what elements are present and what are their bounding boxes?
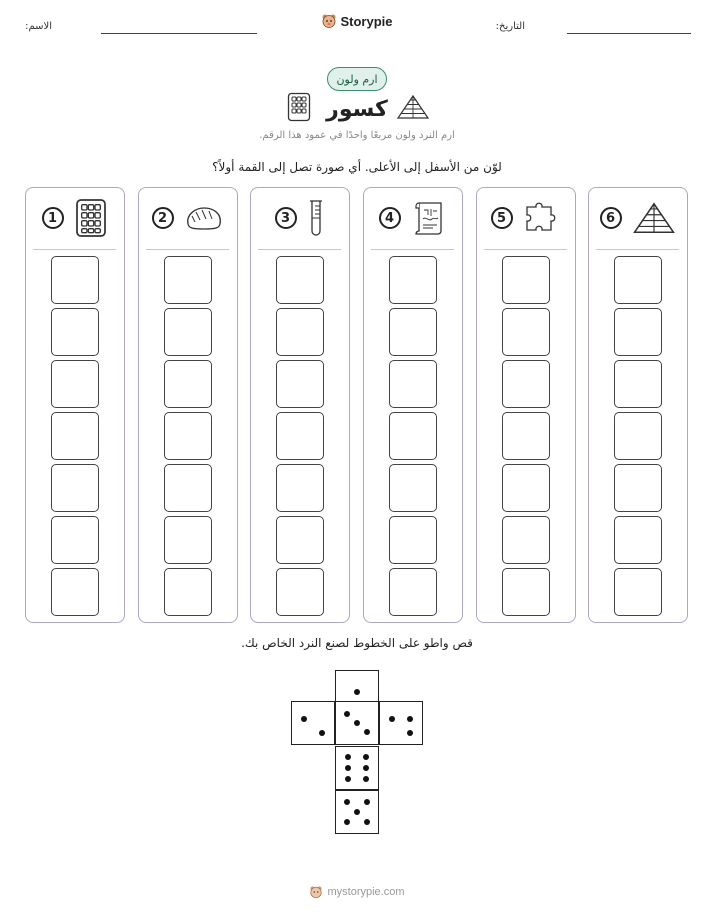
column-number: 6 (600, 207, 622, 229)
column-number: 2 (152, 207, 174, 229)
color-square[interactable] (614, 256, 662, 304)
color-square[interactable] (614, 360, 662, 408)
column-divider (484, 249, 567, 250)
dice-pip (363, 754, 369, 760)
footer (0, 885, 714, 899)
column-header (26, 200, 123, 236)
color-square[interactable] (164, 516, 212, 564)
page-subtitle: ارم النرد ولون مربعًا واحدًا في عمود هذا الرقم. (259, 130, 455, 141)
column-number: 3 (275, 207, 297, 229)
dice-pip (345, 765, 351, 771)
color-square[interactable] (164, 464, 212, 512)
color-square[interactable] (502, 412, 550, 460)
column-1 (25, 187, 125, 623)
dice-pip (407, 730, 413, 736)
column-4 (363, 187, 463, 623)
column-2 (138, 187, 238, 623)
color-square[interactable] (51, 256, 99, 304)
color-square[interactable] (389, 360, 437, 408)
column-header (589, 200, 686, 236)
color-square[interactable] (502, 360, 550, 408)
activity-badge: ارم ولون (327, 67, 387, 91)
column-header (139, 200, 236, 236)
column-3 (250, 187, 350, 623)
dice-pip (364, 819, 370, 825)
dice-pip (319, 730, 325, 736)
color-square[interactable] (614, 568, 662, 616)
storypie-logo-icon (309, 885, 323, 899)
pyramid-icon (396, 94, 430, 120)
dice-pip (344, 799, 350, 805)
color-square[interactable] (389, 568, 437, 616)
date-line[interactable] (567, 33, 691, 34)
pyramid-icon (632, 201, 676, 235)
dice-pip (363, 765, 369, 771)
color-square[interactable] (51, 360, 99, 408)
dice-face (335, 790, 379, 834)
color-square[interactable] (389, 308, 437, 356)
scroll-icon (411, 199, 447, 237)
dice-pip (407, 716, 413, 722)
bread-loaf-icon (184, 204, 224, 232)
dice-pip (364, 799, 370, 805)
color-square[interactable] (51, 568, 99, 616)
color-square[interactable] (614, 516, 662, 564)
name-line[interactable] (101, 33, 257, 34)
column-number: 1 (42, 207, 64, 229)
color-square[interactable] (51, 412, 99, 460)
color-square[interactable] (276, 360, 324, 408)
dice-pip (354, 809, 360, 815)
cut-instruction: قص واطو على الخطوط لصنع النرد الخاص بك. (241, 636, 473, 650)
dice-pip (344, 819, 350, 825)
column-number: 4 (379, 207, 401, 229)
color-square[interactable] (276, 412, 324, 460)
color-square[interactable] (389, 464, 437, 512)
column-divider (146, 249, 229, 250)
dice-pip (345, 754, 351, 760)
color-square[interactable] (389, 516, 437, 564)
color-square[interactable] (164, 568, 212, 616)
page-title: كسور (326, 97, 388, 122)
test-tube-icon (307, 198, 325, 238)
color-square[interactable] (276, 464, 324, 512)
color-square[interactable] (51, 464, 99, 512)
dice-pip (389, 716, 395, 722)
color-square[interactable] (164, 360, 212, 408)
color-square[interactable] (389, 412, 437, 460)
column-header (251, 200, 348, 236)
column-divider (258, 249, 341, 250)
footer-url[interactable]: mystorypie.com (327, 886, 405, 898)
dice-pip (363, 776, 369, 782)
color-square[interactable] (276, 256, 324, 304)
chocolate-bar-icon (74, 198, 108, 238)
dice-pip (364, 729, 370, 735)
color-square[interactable] (276, 308, 324, 356)
column-number: 5 (491, 207, 513, 229)
color-square[interactable] (164, 412, 212, 460)
column-header (364, 200, 461, 236)
instruction-text: لوّن من الأسفل إلى الأعلى. أي صورة تصل إلى القمة أولاً؟ (212, 160, 502, 174)
brand-name: Storypie (340, 13, 393, 29)
dice-pip (345, 776, 351, 782)
color-square[interactable] (51, 308, 99, 356)
color-square[interactable] (51, 516, 99, 564)
dice-face (379, 701, 423, 745)
dice-pip (354, 720, 360, 726)
dice-pip (301, 716, 307, 722)
dice-pip (354, 689, 360, 695)
color-square[interactable] (502, 256, 550, 304)
column-divider (596, 249, 679, 250)
brand (0, 13, 714, 29)
color-square[interactable] (276, 516, 324, 564)
color-square[interactable] (276, 568, 324, 616)
date-label: التاريخ: (495, 21, 525, 32)
color-square[interactable] (164, 308, 212, 356)
storypie-logo-icon (321, 13, 337, 29)
dice-face (291, 701, 335, 745)
color-square[interactable] (502, 308, 550, 356)
column-divider (33, 249, 116, 250)
name-label: الاسم: (25, 21, 52, 32)
dice-face (335, 746, 379, 790)
color-square[interactable] (502, 568, 550, 616)
column-header (477, 200, 574, 236)
color-square[interactable] (614, 308, 662, 356)
column-divider (371, 249, 454, 250)
color-square[interactable] (614, 464, 662, 512)
color-square[interactable] (502, 464, 550, 512)
column-5 (476, 187, 576, 623)
color-square[interactable] (502, 516, 550, 564)
dice-face (335, 701, 379, 745)
color-square[interactable] (164, 256, 212, 304)
color-square[interactable] (389, 256, 437, 304)
color-square[interactable] (614, 412, 662, 460)
puzzle-piece-icon (523, 201, 561, 235)
dice-pip (344, 711, 350, 717)
column-6 (588, 187, 688, 623)
